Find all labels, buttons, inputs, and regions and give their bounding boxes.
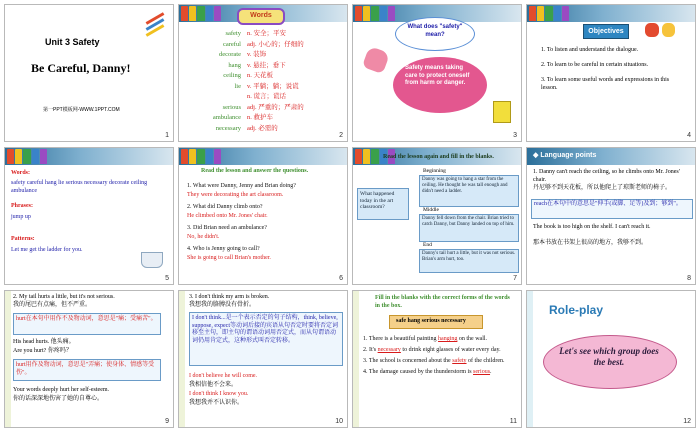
pencils-icon: [181, 6, 221, 21]
example-2: Are you hurt? 你疼吗？: [13, 348, 72, 354]
note-2: hurt用作及物动词，意思是"弄痛；使身体、情感等受伤"。: [16, 362, 155, 376]
objectives-label: Objectives: [588, 28, 624, 35]
answer: They were decorating the art classroom.: [187, 192, 284, 198]
unit-title: Unit 3 Safety: [45, 37, 100, 47]
word-row: [183, 29, 343, 40]
word-term: hang: [228, 61, 241, 69]
slide-1[interactable]: [4, 4, 174, 142]
word-definition: adj. 必需的: [247, 124, 278, 132]
fill-text: to drink eight glasses of water every day.: [400, 347, 501, 353]
roleplay-title: Role-play: [549, 303, 604, 317]
fill-list: [363, 335, 517, 379]
word-definition: adj. 严重的；严肃的: [247, 103, 304, 111]
phrases-label: Phrases:: [11, 203, 33, 209]
word-definition: v. 悬挂；垂下: [247, 61, 286, 69]
questions-title: Read the lesson and answer the questions.: [201, 168, 309, 174]
end-text: Danny's tail hurt a little, but it was not serious. Brian's arm hurt, too.: [422, 251, 516, 262]
fill-answer: serious: [473, 369, 491, 375]
fill-text: of the children.: [466, 358, 505, 364]
note-box-1: [13, 313, 161, 335]
page-number: 3: [513, 132, 517, 139]
word-box-text: safe hang serious necessary: [396, 318, 466, 324]
objectives-header: [583, 24, 629, 39]
lesson-title: Be Careful, Danny!: [31, 61, 131, 75]
objective-1: 1. To listen and understand the dialogue.: [541, 47, 639, 53]
words-label: Words:: [11, 170, 31, 176]
cup-icon: [141, 252, 163, 268]
side-question: What happened today in the art classroom?: [360, 191, 395, 210]
fill-line: [363, 346, 517, 354]
word-row: [183, 40, 343, 51]
words-list: safety careful hang lie serious necessary decorate ceiling ambulance: [11, 180, 148, 194]
objective-2: 2. To learn to be careful in certain situations.: [541, 62, 649, 68]
word-row: [183, 103, 343, 114]
left-band: [353, 291, 359, 427]
fill-line: [363, 335, 517, 343]
pencils-icon: [7, 149, 47, 164]
word-definition: n. 天花板: [247, 72, 273, 79]
point-1: 1. Danny can't reach the ceiling, so he climbs onto Mr. Jones' chair.: [533, 169, 680, 183]
slide-9[interactable]: [4, 290, 174, 428]
beginning-label: Beginning: [423, 168, 446, 174]
word-term: safety: [225, 30, 241, 37]
word-row: [183, 61, 343, 72]
middle-box: [419, 214, 519, 242]
pencils-icon: [529, 6, 569, 21]
question: 3. Did Brian need an ambulance?: [187, 225, 267, 231]
slide-3[interactable]: [352, 4, 522, 142]
note-text: I don't think...是一个表示否定的句子结构，think, believe, suppose, expect等动词后接的宾语从句否定时要将否定词移至主句，即主句的谓语动词用否定式，而从句谓语动词仍用肯定式，这种形式叫否定转移。: [192, 315, 338, 344]
fill-text: .: [490, 369, 492, 375]
left-band: [179, 291, 185, 427]
word-term: careful: [222, 40, 241, 48]
beginning-box: [419, 175, 519, 207]
word-row: [183, 113, 343, 124]
word-definition: v. 平躺；躺；说谎: [247, 82, 299, 90]
page-number: 11: [509, 418, 517, 425]
question: 2. What did Danny climb onto?: [187, 204, 263, 210]
question-text: What does "safety" mean?: [407, 24, 463, 38]
question: 4. Who is Jenny going to call?: [187, 246, 260, 252]
page-number: 10: [335, 418, 343, 425]
fill-text: on the wall.: [457, 336, 488, 342]
fill-title: Fill in the blanks with the correct forms of the words in the box.: [375, 295, 510, 309]
fill-line: [363, 357, 517, 365]
objective-3: 3. To learn some useful words and expressions in this lesson.: [541, 77, 670, 91]
word-definition: n. 救护车: [247, 114, 273, 121]
answer-text: Safety means taking care to protect oneself from harm or danger.: [405, 65, 470, 86]
word-definition: adj. 小心的；仔细的: [247, 40, 304, 48]
fill-text: 1. There is a beautiful painting: [363, 336, 439, 342]
beginning-text: Danny was going to hang a star from the ceiling. He thought he was tall enough and didn't need a ladder.: [422, 177, 508, 194]
word-term: [183, 92, 247, 103]
slide-4[interactable]: [526, 4, 696, 142]
pencil-decoration: [143, 11, 167, 35]
fill-answer: safety: [452, 358, 467, 364]
patterns-text: Let me get the ladder for you.: [11, 247, 83, 253]
point-1-cn: 丹尼够不到天花板，所以他爬上了琼斯老师的椅子。: [533, 185, 672, 191]
note-1: hurt在本句中用作不及物动词，意思是"痛；受痛苦"。: [16, 316, 157, 322]
point-2: 2. My tail hurts a little, but it's not serious.: [13, 294, 115, 300]
slide-grid: [4, 4, 696, 427]
phrases-text: jump up: [11, 214, 31, 220]
word-term: ceiling: [223, 72, 241, 79]
page-number: 6: [339, 275, 343, 282]
point-3-cn: 我想我的胳膊没有骨折。: [189, 302, 256, 308]
word-row: [183, 124, 343, 135]
page-number: 2: [339, 132, 343, 139]
page-number: 8: [687, 275, 691, 282]
cartoon-icon: [645, 23, 675, 37]
slide-11[interactable]: [352, 290, 522, 428]
roleplay-text: Let's see which group does the best.: [559, 346, 659, 367]
word-box: [389, 315, 483, 329]
example-1: I don't believe he will come.: [189, 373, 258, 379]
words-badge: [237, 8, 285, 25]
end-box: [419, 249, 519, 273]
slide-8[interactable]: [526, 147, 696, 285]
page-number: 7: [513, 275, 517, 282]
slide-12[interactable]: [526, 290, 696, 428]
word-term: decorate: [218, 51, 241, 58]
pencils-icon: [355, 6, 395, 21]
note-box: [531, 199, 693, 219]
word-term: serious: [222, 103, 241, 111]
page-number: 9: [165, 418, 169, 425]
word-term: lie: [234, 82, 241, 90]
end-label: End: [423, 242, 432, 248]
pencils-icon: [181, 149, 221, 164]
left-band: [527, 291, 533, 427]
footer-text: 第一PPT模板网-WWW.1PPT.COM: [43, 107, 120, 113]
fill-answer: necessary: [377, 347, 401, 353]
fill-title: Read the lesson again and fill in the blanks.: [383, 154, 494, 160]
word-row: [183, 92, 343, 103]
word-definition: n. 谎言；谎话: [247, 93, 286, 100]
qa-list: [187, 182, 345, 266]
point-2-cn: 我的尾巴有点痛，但不严重。: [13, 302, 92, 308]
question: 1. What were Danny, Jenny and Brian doing?: [187, 183, 296, 189]
note-box-2: [13, 359, 161, 381]
word-definition: n. 安全；平安: [247, 30, 286, 37]
word-row: [183, 50, 343, 61]
point-3: 3. I don't think my arm is broken.: [189, 294, 270, 300]
slide-7[interactable]: [352, 147, 522, 285]
fill-line: [363, 368, 517, 376]
example-3: Your words deeply hurt her self-esteem.: [13, 387, 110, 393]
word-term: necessary: [215, 124, 241, 132]
page-number: 1: [165, 132, 169, 139]
fill-text: 3. The school is concerned about the: [363, 358, 453, 364]
answer: He climbed onto Mr. Jones' chair.: [187, 213, 268, 219]
page-number: 12: [683, 418, 691, 425]
slide-2[interactable]: [178, 4, 348, 142]
badge-label: Words: [250, 12, 272, 19]
fill-answer: hanging: [438, 336, 458, 342]
word-term: ambulance: [212, 114, 241, 121]
word-row: [183, 71, 343, 82]
note-text: reach在本句中的意思是"伸手(或脚、足等)及到；够到"。: [534, 201, 682, 207]
language-points-header: [533, 151, 596, 159]
example-1: His head hurts. 他头痛。: [13, 339, 75, 345]
example-2-cn: 我想我并不认识你。: [189, 400, 244, 406]
answer: She is going to call Brian's mother.: [187, 255, 271, 261]
word-row: [183, 82, 343, 93]
word-list: [183, 29, 343, 134]
example-1: The book is too high on the shelf. I can't reach it.: [533, 224, 651, 230]
fill-text: 2. It's: [363, 347, 378, 353]
slide-5[interactable]: [4, 147, 174, 285]
page-number: 5: [165, 275, 169, 282]
example-2: I don't think I know you.: [189, 391, 249, 397]
word-definition: v. 装饰: [247, 51, 267, 58]
slide-10[interactable]: [178, 290, 348, 428]
note-box: [189, 312, 343, 366]
language-points-label: Language points: [540, 152, 597, 159]
middle-label: Middle: [423, 207, 439, 213]
page-number: 4: [687, 132, 691, 139]
side-question-box: [357, 188, 409, 220]
middle-text: Danny fell down from the chair. Brian tried to catch Danny, but Danny landed on top of him.: [422, 216, 515, 227]
patterns-label: Patterns:: [11, 236, 35, 242]
slide-6[interactable]: [178, 147, 348, 285]
example-1-cn: 我相信他不会来。: [189, 382, 238, 388]
example-1-cn: 那本书放在书架上很高的地方，我够不到。: [533, 240, 648, 246]
example-3-cn: 你的话深深地伤害了她的自尊心。: [13, 396, 104, 402]
answer: No, he didn't.: [187, 234, 220, 240]
fill-text: 4. The damage caused by the thunderstorm is: [363, 369, 474, 375]
sponge-character: [493, 101, 511, 123]
starfish-character: [362, 46, 390, 74]
diamond-icon: ◆: [533, 152, 539, 159]
left-band: [5, 291, 11, 427]
